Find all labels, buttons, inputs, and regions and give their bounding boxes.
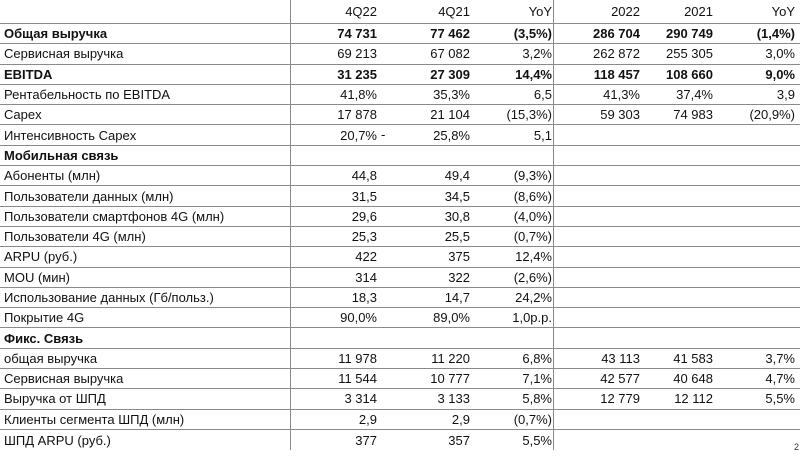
table-cell xyxy=(713,268,795,287)
column-header: YoY xyxy=(528,4,552,19)
table-cell: 314 xyxy=(355,269,377,285)
section-header-row xyxy=(0,146,800,166)
table-row xyxy=(0,247,800,267)
column-header: 4Q22 xyxy=(345,4,377,19)
table-cell xyxy=(553,166,640,185)
column-divider xyxy=(290,0,291,450)
table-cell xyxy=(640,410,713,429)
row-label: общая выручка xyxy=(4,350,98,366)
table-cell xyxy=(553,227,640,246)
table-cell: 3 314 xyxy=(344,391,377,407)
table-cell: 44,8 xyxy=(351,168,377,184)
table-cell: (0,7%) xyxy=(513,411,552,427)
table-cell xyxy=(713,227,795,246)
table-cell: 357 xyxy=(448,432,470,448)
table-cell xyxy=(713,410,795,429)
table-cell: 14,7 xyxy=(444,290,470,305)
table-row xyxy=(0,227,800,247)
table-cell: (15,3%) xyxy=(506,107,552,123)
table-cell: 422 xyxy=(355,249,377,265)
table-cell xyxy=(553,186,640,205)
table-row xyxy=(0,207,800,227)
table-cell: 69 213 xyxy=(337,46,377,62)
table-cell: 255 305 xyxy=(666,46,713,62)
row-label: Выручка от ШПД xyxy=(4,391,106,407)
table-cell: 43 113 xyxy=(601,350,640,366)
table-cell xyxy=(713,288,795,307)
table-cell: 27 309 xyxy=(430,66,470,82)
row-label: Мобильная связь xyxy=(4,147,119,163)
table-cell: 12,4% xyxy=(515,249,552,265)
table-cell xyxy=(640,186,713,205)
row-label: Сервисная выручка xyxy=(4,371,124,387)
table-cell: 41,3% xyxy=(603,87,640,103)
table-cell: 67 082 xyxy=(430,46,470,62)
row-label: Пользователи смартфонов 4G (млн) xyxy=(4,208,225,224)
table-cell: 25,8% xyxy=(433,127,470,143)
row-label: ШПД ARPU (руб.) xyxy=(4,432,111,448)
table-cell xyxy=(553,207,640,226)
row-label: Покрытие 4G xyxy=(4,310,85,326)
table-cell: 5,8% xyxy=(522,391,552,407)
row-label: Клиенты сегмента ШПД (млн) xyxy=(4,411,185,427)
table-cell: 3,2% xyxy=(522,46,552,62)
table-cell: 21 104 xyxy=(430,107,470,123)
table-row xyxy=(0,369,800,389)
row-label: Пользователи 4G (млн) xyxy=(4,229,146,245)
table-cell: (4,0%) xyxy=(513,208,552,224)
table-row xyxy=(0,24,800,44)
table-cell: 5,5% xyxy=(522,432,552,448)
table-cell: (3,5%) xyxy=(513,26,552,42)
table-cell: 25,3 xyxy=(351,229,377,245)
table-row xyxy=(0,65,800,85)
table-cell: 34,5 xyxy=(444,188,470,204)
table-cell: 3,0% xyxy=(765,46,795,62)
table-header-row xyxy=(0,0,800,24)
table-cell xyxy=(553,430,640,450)
table-cell: 322 xyxy=(448,269,470,285)
table-cell: 29,6 xyxy=(351,208,377,224)
table-cell: 286 704 xyxy=(593,26,640,42)
table-cell xyxy=(640,308,713,327)
table-cell xyxy=(470,146,552,165)
table-cell xyxy=(713,308,795,327)
table-cell: 6,5 xyxy=(533,87,552,103)
table-cell: 12 779 xyxy=(600,391,640,407)
table-cell: 24,2% xyxy=(515,290,552,305)
table-row xyxy=(0,125,800,145)
table-row xyxy=(0,105,800,125)
row-label: Рентабельность по EBITDA xyxy=(4,87,171,103)
table-cell: 89,0% xyxy=(433,310,470,326)
row-label: Capex xyxy=(4,107,42,123)
table-cell: 2,9 xyxy=(358,411,377,427)
table-cell: 20,7% xyxy=(340,127,377,143)
table-cell: 17 878 xyxy=(337,107,377,123)
header-label-cell xyxy=(4,0,289,23)
table-cell xyxy=(713,207,795,226)
row-label: EBITDA xyxy=(4,66,53,82)
row-label: ARPU (руб.) xyxy=(4,249,78,265)
row-label: Сервисная выручка xyxy=(4,46,124,62)
column-header: 2021 xyxy=(684,4,713,19)
table-cell: 3,7% xyxy=(765,350,795,366)
table-cell xyxy=(713,186,795,205)
table-cell: (20,9%) xyxy=(749,107,795,123)
table-cell: 3,9 xyxy=(776,87,795,103)
table-cell xyxy=(640,430,713,450)
table-cell xyxy=(640,288,713,307)
table-cell: 1,0p.p. xyxy=(512,310,552,326)
table-cell: 6,8% xyxy=(522,350,552,366)
table-cell xyxy=(470,328,552,347)
table-cell xyxy=(553,247,640,266)
table-cell: (0,7%) xyxy=(513,229,552,245)
table-cell: 18,3 xyxy=(351,290,377,305)
column-header: YoY xyxy=(771,4,795,19)
table-cell: (1,4%) xyxy=(756,26,795,42)
table-cell: 118 457 xyxy=(593,66,640,82)
table-cell: 41 583 xyxy=(673,350,713,366)
table-row xyxy=(0,349,800,369)
table-cell xyxy=(290,146,377,165)
table-cell xyxy=(713,247,795,266)
table-cell xyxy=(553,125,640,144)
table-cell: 375 xyxy=(448,249,470,265)
dash-mark: - xyxy=(381,127,386,143)
table-cell: 108 660 xyxy=(666,66,713,82)
table-row xyxy=(0,186,800,206)
table-cell xyxy=(713,166,795,185)
row-label: Абоненты (млн) xyxy=(4,168,101,184)
table-cell xyxy=(713,125,795,144)
table-cell: 11 544 xyxy=(338,371,377,387)
table-cell xyxy=(553,146,640,165)
table-cell: (2,6%) xyxy=(513,269,552,285)
column-divider xyxy=(553,0,554,450)
table-cell: 41,8% xyxy=(340,87,377,103)
table-cell xyxy=(378,328,470,347)
table-cell: 30,8 xyxy=(444,208,470,224)
table-cell: 3 133 xyxy=(437,391,470,407)
row-label: Интенсивность Capex xyxy=(4,127,137,143)
table-cell: 74 983 xyxy=(673,107,713,123)
table-cell xyxy=(290,328,377,347)
table-cell: 74 731 xyxy=(337,26,377,42)
table-cell: 14,4% xyxy=(515,66,552,82)
row-label: Пользователи данных (млн) xyxy=(4,188,174,204)
table-row xyxy=(0,430,800,450)
table-row xyxy=(0,389,800,409)
table-cell: (8,6%) xyxy=(513,188,552,204)
row-label: Использование данных (Гб/польз.) xyxy=(4,290,214,305)
table-cell: 9,0% xyxy=(765,66,795,82)
table-cell: 25,5 xyxy=(444,229,470,245)
table-cell: 5,1 xyxy=(533,127,552,143)
table-cell xyxy=(713,328,795,347)
table-cell xyxy=(553,410,640,429)
table-cell: 77 462 xyxy=(430,26,470,42)
table-cell: 262 872 xyxy=(593,46,640,62)
table-cell xyxy=(640,328,713,347)
section-header-row xyxy=(0,328,800,348)
table-cell: 37,4% xyxy=(676,87,713,103)
page-marker: 2 xyxy=(793,442,799,452)
column-header: 2022 xyxy=(611,4,640,19)
table-cell: 11 978 xyxy=(338,350,377,366)
table-cell xyxy=(378,146,470,165)
table-cell xyxy=(553,328,640,347)
table-cell: (9,3%) xyxy=(513,168,552,184)
table-row xyxy=(0,44,800,64)
table-cell: 35,3% xyxy=(433,87,470,103)
table-cell: 49,4 xyxy=(444,168,470,184)
table-cell: 12 112 xyxy=(674,391,713,407)
table-row xyxy=(0,166,800,186)
table-cell: 377 xyxy=(355,432,377,448)
table-row xyxy=(0,308,800,328)
column-header: 4Q21 xyxy=(438,4,470,19)
table-cell: 5,5% xyxy=(765,391,795,407)
table-cell xyxy=(640,207,713,226)
table-cell xyxy=(713,430,795,450)
table-row xyxy=(0,268,800,288)
table-cell: 4,7% xyxy=(765,371,795,387)
table-cell: 42 577 xyxy=(600,371,640,387)
table-cell xyxy=(640,146,713,165)
table-cell: 31,5 xyxy=(351,188,377,204)
table-cell: 7,1% xyxy=(522,371,552,387)
table-cell xyxy=(553,288,640,307)
row-label: Общая выручка xyxy=(4,26,108,42)
table-row xyxy=(0,288,800,308)
row-label: MOU (мин) xyxy=(4,269,70,285)
table-cell xyxy=(553,268,640,287)
table-cell: 290 749 xyxy=(666,26,713,42)
table-cell: 2,9 xyxy=(451,411,470,427)
table-cell: 31 235 xyxy=(337,66,377,82)
table-cell xyxy=(640,125,713,144)
table-cell xyxy=(640,227,713,246)
table-cell xyxy=(640,268,713,287)
table-cell xyxy=(713,146,795,165)
table-cell: 59 303 xyxy=(600,107,640,123)
table-cell xyxy=(640,166,713,185)
table-cell: 40 648 xyxy=(673,371,713,387)
table-cell xyxy=(553,308,640,327)
table-cell: 90,0% xyxy=(340,310,377,326)
table-row xyxy=(0,85,800,105)
table-cell xyxy=(640,247,713,266)
table-cell: 11 220 xyxy=(431,350,470,366)
row-label: Фикс. Связь xyxy=(4,330,84,346)
table-cell: 10 777 xyxy=(430,371,470,387)
table-row xyxy=(0,410,800,430)
